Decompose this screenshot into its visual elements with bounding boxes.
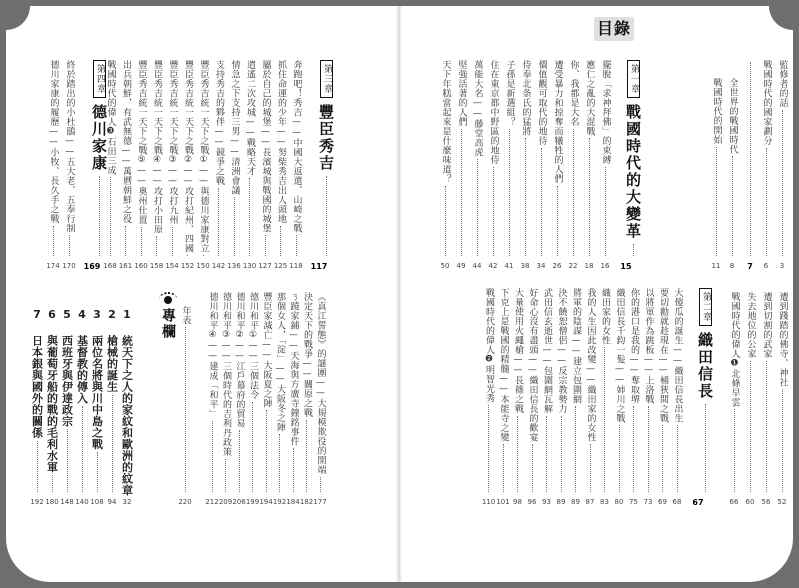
- toc-entry[interactable]: [470, 60, 484, 270]
- leader-dots: [461, 129, 462, 257]
- page-number: 87: [585, 498, 595, 506]
- leader-dots: [766, 148, 767, 257]
- leader-dots: [782, 110, 783, 257]
- leader-dots: [37, 441, 38, 493]
- toc-entry-title: 決不饒恕僧侶——反宗教勢力: [556, 288, 567, 414]
- leader-dots: [541, 148, 542, 257]
- toc-entry[interactable]: [598, 60, 612, 270]
- toc-entry[interactable]: [725, 78, 739, 270]
- toc-title: 目錄: [594, 17, 634, 41]
- leader-dots: [705, 404, 706, 492]
- toc-entry[interactable]: [258, 60, 272, 270]
- page-corner: [769, 0, 799, 30]
- leader-dots: [557, 186, 558, 257]
- page-number: 140: [75, 498, 89, 506]
- toc-entry-title: 屬於自己的城堡——長濱城與戰國的城堡: [260, 60, 271, 233]
- leader-dots: [662, 425, 663, 492]
- chapter-title: 織田信長: [696, 332, 714, 400]
- leader-dots: [734, 409, 735, 492]
- toc-entry[interactable]: [525, 288, 539, 506]
- toc-entry[interactable]: [272, 292, 287, 506]
- toc-entry[interactable]: [775, 60, 789, 270]
- page-number: 184: [286, 498, 300, 506]
- page-number: 8: [729, 262, 735, 270]
- page-number: 49: [456, 262, 466, 270]
- toc-entry[interactable]: [550, 60, 564, 270]
- toc-entry[interactable]: [627, 288, 641, 506]
- toc-entry-title: 奔跑吧！秀吉——中國大返還、山崎之戰: [291, 60, 302, 233]
- leader-dots: [239, 430, 240, 492]
- toc-entry-title: 全世界的戰國時代: [727, 78, 738, 154]
- page-number: 136: [227, 262, 241, 270]
- page-number: 89: [571, 498, 580, 506]
- column-entry[interactable]: [45, 308, 59, 506]
- leader-dots: [782, 389, 783, 492]
- leader-dots: [532, 444, 533, 492]
- toc-entry-title: 出兵朝鮮，有武無德——萬曆朝鮮之役: [121, 60, 131, 224]
- leader-dots: [493, 167, 494, 257]
- page-number: 127: [258, 262, 272, 270]
- column-entry[interactable]: [90, 308, 104, 506]
- column-entry[interactable]: [120, 308, 134, 506]
- page-number: 152: [180, 262, 195, 270]
- toc-entry-title: 下克上是戰國的精髓——本能寺之變: [498, 288, 509, 442]
- sun-disc: [164, 296, 172, 304]
- leader-dots: [477, 159, 478, 256]
- leader-dots: [252, 402, 253, 493]
- toc-entry-title: 豐臣秀吉統一天下之戰④——攻打小田原: [152, 60, 162, 234]
- intro-heading[interactable]: [743, 60, 757, 271]
- leader-dots: [633, 406, 634, 492]
- page-number: 7: [747, 262, 753, 271]
- leader-dots: [589, 138, 590, 256]
- leader-dots: [509, 129, 510, 257]
- toc-entry-title: 遣遙二次攻城——戰略天才: [245, 60, 255, 176]
- chapter-title: 豐臣秀吉: [317, 104, 335, 172]
- toc-entry-title: 侍奉北条氏的猛將: [520, 60, 531, 136]
- page-number: 41: [504, 262, 514, 270]
- toc-entry-title: 豐臣秀吉統一天下之戰⑤——奧州仕置: [136, 60, 147, 225]
- toc-entry[interactable]: [299, 292, 314, 506]
- toc-entry[interactable]: [759, 292, 773, 506]
- leader-dots: [732, 156, 733, 256]
- chapter-1[interactable]: [618, 60, 649, 271]
- leader-dots: [546, 416, 547, 493]
- leader-dots: [604, 347, 605, 492]
- toc-entry-title: 以將軍作為跳板——上洛戰: [643, 288, 654, 404]
- page-number: 158: [149, 262, 164, 270]
- leader-dots: [125, 226, 126, 257]
- page-number: 22: [568, 262, 578, 270]
- toc-entry-title: 遭受暴力和掠奪而犧牲的人們: [552, 60, 563, 184]
- leader-dots: [280, 226, 281, 257]
- column-entry[interactable]: [105, 308, 119, 506]
- toc-entry-title: 戰國時代的偉人❶北條早雲: [729, 292, 740, 407]
- toc-entry[interactable]: [775, 292, 789, 506]
- leader-dots: [67, 429, 68, 492]
- toc-entry-title: 武田信玄逝世——包圍網瓦解: [542, 288, 552, 414]
- column-entry[interactable]: [30, 308, 44, 506]
- toc-entry[interactable]: [566, 60, 580, 270]
- toc-entry-title: 3 兩位名將與川中島之戰: [90, 308, 104, 450]
- leader-dots: [265, 235, 266, 256]
- toc-entry[interactable]: [486, 60, 500, 270]
- chapter-tag: 第三章: [320, 60, 333, 98]
- page-number: 50: [440, 262, 450, 270]
- toc-entry-title: 大傻瓜的誕生——織田信長出生: [672, 288, 683, 423]
- page-number: 96: [527, 498, 537, 506]
- toc-entry[interactable]: [273, 60, 288, 270]
- toc-entry-title: 天下年糕當起來是什麼味道？: [440, 60, 451, 184]
- page-number: 89: [556, 498, 566, 506]
- leader-dots: [573, 129, 574, 257]
- leader-dots: [619, 425, 620, 492]
- toc-entry-title: ㄋ蹺家鋪——天海與方廣寺鐘銘事件: [288, 292, 299, 446]
- leader-dots: [306, 420, 307, 493]
- sun-icon: [159, 292, 177, 304]
- page-number: 177: [313, 498, 327, 506]
- toc-entry-title: 將軍的陰謀——建立包圍網: [571, 288, 581, 404]
- toc-entry[interactable]: [118, 60, 133, 270]
- page-number: 161: [118, 262, 133, 270]
- toc-entry[interactable]: [218, 292, 233, 506]
- toc-entry-title: 德川和平④——建成「和平」: [207, 292, 218, 419]
- toc-entry-title: 要切勸就趁現在——桶狹間之戰: [658, 288, 668, 423]
- page-number: 101: [496, 498, 510, 506]
- column-entry[interactable]: [75, 308, 89, 506]
- toc-entry-title: 7 日本銀與國外的關係: [30, 308, 44, 439]
- leader-dots: [266, 410, 267, 492]
- toc-entry[interactable]: [165, 60, 179, 270]
- toc-entry-title: 戰國時代的偉人❸石田三成: [105, 60, 116, 175]
- column-heading: [148, 292, 191, 340]
- toc-entry[interactable]: [205, 292, 219, 506]
- page-corner: [0, 0, 30, 30]
- leader-dots: [156, 236, 157, 256]
- page-number: 199: [245, 498, 260, 506]
- toc-entry[interactable]: [496, 288, 510, 506]
- toc-entry-title: 豐臣秀吉統一天下之戰②——攻打紀州、四國: [183, 60, 193, 253]
- toc-entry-title: 4 基督教的傳入: [75, 308, 89, 404]
- page-number: 73: [643, 498, 653, 506]
- toc-entry-title: 好命心沒有盡頭——織田信長的歡宴: [527, 288, 538, 442]
- leader-dots: [293, 448, 294, 492]
- page-number: 38: [520, 262, 530, 270]
- page-number: 26: [552, 262, 562, 270]
- book-spine: [396, 6, 402, 582]
- page-number: 94: [107, 498, 117, 506]
- toc-entry-title: 1 統天下之人的家紋和歐洲的紋章: [120, 308, 134, 496]
- chapter-tag: 第四章: [93, 60, 106, 98]
- toc-entry-title: 支持秀吉的夥伴——競爭之戰: [214, 60, 224, 186]
- leader-dots: [234, 197, 235, 256]
- toc-entry[interactable]: [454, 60, 468, 270]
- page-number: 206: [232, 498, 246, 506]
- toc-entry[interactable]: [518, 60, 532, 270]
- column-title: 專欄: [160, 308, 176, 340]
- leader-dots: [750, 361, 751, 493]
- page-number: 44: [472, 262, 482, 270]
- toc-entry[interactable]: [289, 60, 303, 270]
- toc-entry-title: 德川和平①——三個法令: [248, 292, 258, 400]
- toc-entry-title: 大量使用火繩槍——長篠之戰: [513, 288, 523, 414]
- toc-entry[interactable]: [511, 288, 525, 506]
- page-number: 154: [165, 262, 179, 270]
- leader-dots: [218, 188, 219, 257]
- leader-dots: [633, 244, 634, 256]
- leader-dots: [187, 255, 188, 256]
- leader-dots: [141, 227, 142, 257]
- page-number: 60: [745, 498, 755, 506]
- leader-dots: [648, 406, 649, 492]
- leader-dots: [82, 406, 83, 492]
- leader-dots: [561, 416, 562, 493]
- toc-entry-title: 織田信長千鈞一髮——姉川之戰: [614, 288, 625, 423]
- toc-entry-title: 德川和平③——三個時代的吉利丹政策: [221, 292, 231, 457]
- toc-entry-title: 2 槍械的誕生: [105, 308, 119, 393]
- toc-entry[interactable]: [743, 292, 757, 506]
- toc-entry-title: 戰國時代的開始: [711, 78, 722, 145]
- toc-entry[interactable]: [242, 60, 257, 270]
- page-number: 150: [196, 262, 210, 270]
- toc-entry[interactable]: [727, 292, 741, 506]
- page-number: 75: [629, 498, 638, 506]
- leader-dots: [320, 477, 321, 493]
- toc-entry-title: 你的港口是我的——奪取堺: [629, 288, 639, 404]
- leader-dots: [525, 138, 526, 256]
- leader-dots: [249, 178, 250, 256]
- page-number: 168: [103, 262, 117, 270]
- toc-entry[interactable]: [583, 288, 597, 506]
- leader-dots: [225, 459, 226, 493]
- toc-entry-title: 德川和平②——江戶幕府的貿易: [234, 292, 245, 428]
- leader-dots: [766, 361, 767, 493]
- page-number: 118: [289, 262, 303, 270]
- page-number: 160: [134, 262, 148, 270]
- page-number: 180: [45, 498, 59, 506]
- leader-dots: [326, 176, 327, 256]
- toc-entry-title: 抓住命運的少年——努柴秀吉出人頭地: [276, 60, 286, 224]
- leader-dots: [517, 416, 518, 493]
- page-number: 52: [777, 498, 787, 506]
- toc-entry[interactable]: [286, 292, 300, 506]
- toc-entry[interactable]: [259, 292, 273, 506]
- leader-dots: [52, 475, 53, 492]
- chapter-title: 戰國時代的大變革: [624, 104, 642, 240]
- leader-dots: [279, 434, 280, 492]
- page-number: 194: [259, 498, 273, 506]
- leader-dots: [488, 405, 489, 492]
- toc-entry[interactable]: [227, 60, 241, 270]
- leader-dots: [503, 444, 504, 492]
- toc-entry-title: 終於踏出的小杜鵑——五大老、五奉行制: [64, 60, 75, 233]
- toc-entry-title: 《真江誓態》的謎團——大規模欺役的開端: [315, 292, 326, 475]
- toc-entry-title: 決定天下的戰爭——關原之戰: [302, 292, 312, 418]
- column-entry[interactable]: [60, 308, 74, 506]
- leader-dots: [575, 406, 576, 492]
- toc-entry[interactable]: [554, 288, 568, 506]
- page-number: 15: [620, 262, 632, 271]
- page-number: 192: [272, 498, 287, 506]
- toc-entry-title: 堅強活著的人們: [456, 60, 467, 127]
- leader-dots: [185, 327, 186, 492]
- page-number: 170: [62, 262, 76, 270]
- toc-entry[interactable]: [670, 288, 684, 506]
- leader-dots: [172, 227, 173, 257]
- toc-entry[interactable]: [582, 60, 596, 270]
- page-number: 18: [584, 262, 594, 270]
- toc-entry[interactable]: [46, 60, 60, 270]
- page-number: 117: [310, 262, 328, 271]
- page-number: 192: [30, 498, 44, 506]
- toc-entry-title: 德川家康的履歷——小牧、長久手之戰: [48, 60, 59, 224]
- page-number: 125: [273, 262, 288, 270]
- page-number: 80: [614, 498, 624, 506]
- page-number: 93: [542, 498, 551, 506]
- toc-entry-title: 織田家的女性: [600, 288, 610, 345]
- page-number: 83: [600, 498, 609, 506]
- page-number: 182: [299, 498, 314, 506]
- toc-entry-title: 擺脫「求神拜佛」的束縛: [600, 60, 611, 165]
- page-number: 174: [46, 262, 60, 270]
- leader-dots: [605, 167, 606, 257]
- page-number: 42: [488, 262, 498, 270]
- leader-dots: [212, 421, 213, 493]
- page-number: 148: [60, 498, 74, 506]
- toc-entry[interactable]: [149, 60, 164, 270]
- toc-entry-title: 你、我都是大名: [568, 60, 579, 127]
- toc-entry[interactable]: [569, 288, 583, 506]
- page-number: 110: [481, 498, 496, 506]
- toc-entry-title: 豐臣秀吉統一天下之戰①——與德川家康對立: [198, 60, 209, 253]
- leader-dots: [296, 235, 297, 256]
- toc-entry[interactable]: [502, 60, 516, 270]
- leader-dots: [53, 226, 54, 257]
- leader-dots: [112, 395, 113, 493]
- leader-dots: [750, 62, 751, 256]
- leader-dots: [69, 235, 70, 256]
- page-number: 108: [90, 498, 104, 506]
- chapter-title: 德川家康: [90, 104, 108, 172]
- page-number: 56: [761, 498, 771, 506]
- chapter-tag: 第二章: [699, 288, 712, 326]
- toc-entry[interactable]: [232, 292, 246, 506]
- toc-entry-title: 情急之下支持三男——清洲會議: [229, 60, 240, 195]
- toc-entry-title: 6 與葡萄牙船的戰的毛利水軍: [45, 308, 59, 473]
- toc-entry-title: 應仁之亂的大混戰: [584, 60, 595, 136]
- page-number: 67: [692, 498, 704, 507]
- toc-entry-title: 監修者的話: [777, 60, 788, 108]
- toc-entry-title: 年表: [180, 306, 191, 325]
- toc-entry[interactable]: [313, 292, 327, 506]
- page-number: 130: [242, 262, 257, 270]
- toc-entry-title: 5 西班牙與伊達政宗: [60, 308, 74, 427]
- page-number: 34: [536, 262, 546, 270]
- toc-entry-title: 遭到踐踏的佛寺、神社: [777, 292, 788, 387]
- chapter-3[interactable]: [310, 60, 342, 271]
- toc-entry[interactable]: [598, 288, 612, 506]
- toc-entry[interactable]: [656, 288, 670, 506]
- page-number: 69: [658, 498, 667, 506]
- toc-entry-title: 價值觀可取代的地待: [536, 60, 547, 146]
- toc-entry-title: 失去地位的公家: [745, 292, 756, 359]
- toc-entry[interactable]: [134, 60, 148, 270]
- leader-dots: [445, 186, 446, 257]
- toc-entry[interactable]: [641, 288, 655, 506]
- leader-dots: [99, 176, 100, 256]
- toc-entry-title: 豐臣秀吉統一天下之戰③——攻打九州: [167, 60, 178, 225]
- page-number: 209: [218, 498, 233, 506]
- leader-dots: [97, 452, 98, 492]
- page-number: 220: [178, 498, 192, 506]
- page-number: 11: [711, 262, 721, 270]
- toc-entry-title: 住在東京都中野區的地侍: [488, 60, 499, 165]
- toc-entry[interactable]: [196, 60, 210, 270]
- toc-entry-title: 戰國時代的國家劃分: [761, 60, 772, 146]
- leader-dots: [677, 425, 678, 492]
- page-number: 32: [122, 498, 132, 506]
- toc-entry[interactable]: [612, 288, 626, 506]
- leader-dots: [590, 444, 591, 492]
- toc-entry-title: 遭到切割的武家: [761, 292, 772, 359]
- toc-entry[interactable]: [709, 78, 723, 270]
- toc-entry[interactable]: [245, 292, 260, 506]
- toc-entry[interactable]: [62, 60, 76, 270]
- page-number: 68: [672, 498, 682, 506]
- toc-entry-title: 那個女人，「淀」——大阪冬之陣: [275, 292, 285, 432]
- toc-entry-title: 豐臣家滅亡——大阪夏之陣: [261, 292, 272, 408]
- toc-entry[interactable]: [481, 288, 496, 506]
- toc-entry-title: 萬能大名——藤堂高虎: [472, 60, 483, 157]
- toc-entry-title: 子孫是新選組？: [504, 60, 515, 127]
- page-number: 98: [513, 498, 522, 506]
- toc-entry[interactable]: [759, 60, 773, 270]
- chapter-2[interactable]: [690, 288, 721, 507]
- toc-entry[interactable]: [211, 60, 226, 270]
- page-number: 6: [763, 262, 769, 270]
- toc-entry[interactable]: [540, 288, 554, 506]
- leader-dots: [716, 147, 717, 257]
- toc-entry-title: 戰國時代的偉人❷明智光秀: [484, 288, 494, 403]
- page-number: 212: [205, 498, 219, 506]
- page-number: 3: [779, 262, 785, 270]
- page-number: 16: [600, 262, 610, 270]
- page-number: 169: [83, 262, 101, 271]
- toc-entry[interactable]: [180, 60, 195, 270]
- toc-entry-title: 我的人生因此改變——織田家的女性: [585, 288, 596, 442]
- page-number: 66: [729, 498, 739, 506]
- page-number: 142: [211, 262, 226, 270]
- chapter-tag: 第一章: [627, 60, 640, 98]
- toc-entry[interactable]: [534, 60, 548, 270]
- leader-dots: [203, 255, 204, 256]
- toc-entry[interactable]: [438, 60, 452, 270]
